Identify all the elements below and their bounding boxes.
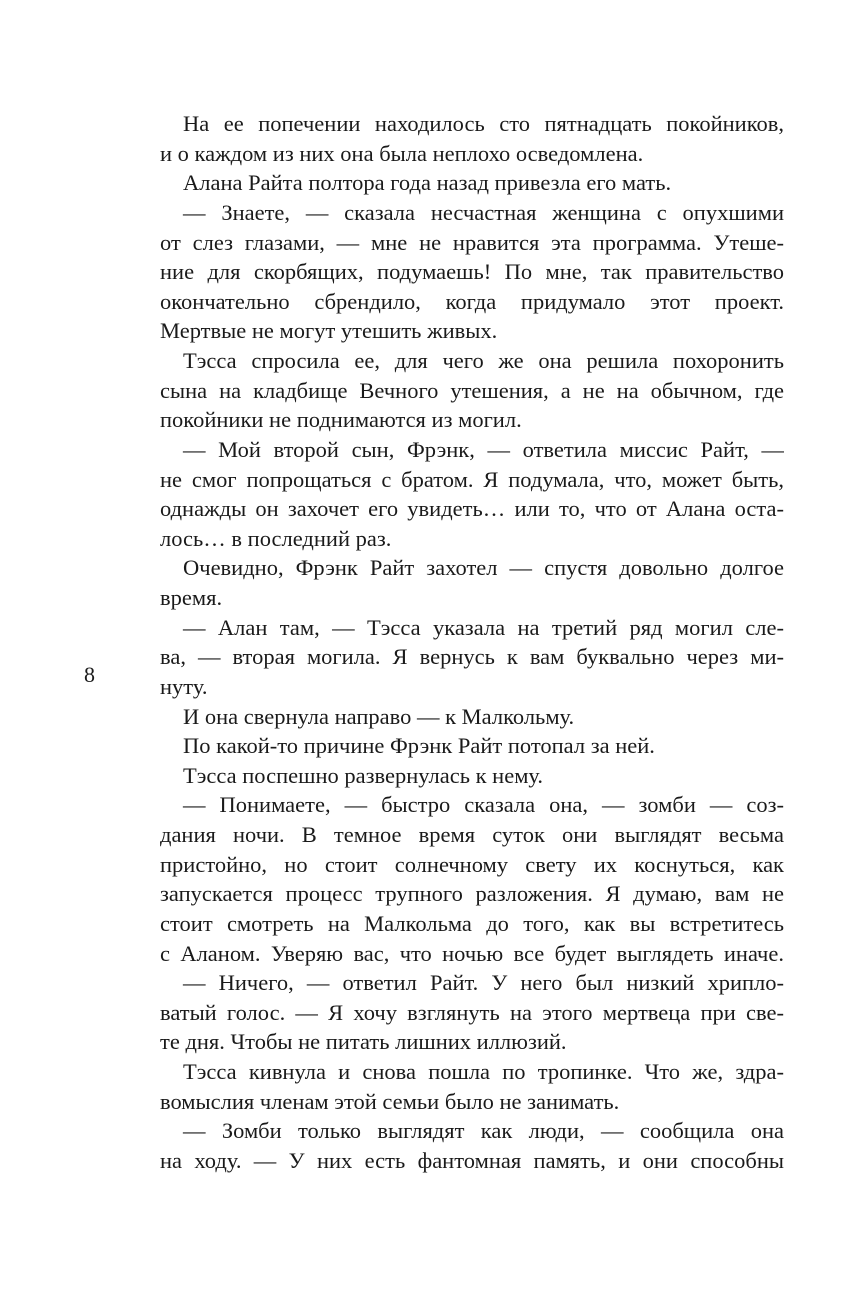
text-line: с Аланом. Уверяю вас, что ночью все будет выглядеть иначе.: [160, 940, 784, 966]
text-line: те дня. Чтобы не питать лишних иллюзий.: [160, 1029, 567, 1055]
text-line: покойники не поднимаются из могил.: [160, 407, 522, 433]
text-line: от слез глазами, — мне не нравится эта программа. Утеше-: [160, 229, 784, 255]
text-line: По какой-то причине Фрэнк Райт потопал за ней.: [183, 733, 655, 759]
text-line: запускается процесс трупного разложения. Я думаю, вам не: [160, 881, 784, 907]
text-line: Алана Райта полтора года назад привезла его мать.: [183, 170, 672, 196]
text-line: — Алан там, — Тэсса указала на третий ряд могил сле-: [183, 614, 784, 640]
page-number: 8: [84, 662, 95, 687]
text-line: — Понимаете, — быстро сказала она, — зомби — соз-: [183, 792, 784, 818]
text-line: Тэсса спросила ее, для чего же она решила похоронить: [183, 348, 784, 373]
text-line: — Мой второй сын, Фрэнк, — ответила миссис Райт, —: [183, 436, 784, 462]
text-line: — Знаете, — сказала несчастная женщина с опухшими: [183, 199, 784, 225]
text-line: нуту.: [160, 673, 208, 699]
text-line: окончательно сбрендило, когда придумало этот проект.: [160, 288, 784, 314]
text-line: лось… в последний раз.: [160, 525, 392, 551]
text-line: — Ничего, — ответил Райт. У него был низкий хрипло-: [183, 970, 784, 996]
text-line: Тэсса кивнула и снова пошла по тропинке. Что же, здра-: [183, 1059, 784, 1084]
text-line: вомыслия членам этой семьи было не занимать.: [160, 1088, 620, 1114]
text-line: пристойно, но стоит солнечному свету их коснуться, как: [160, 851, 784, 877]
text-line: — Зомби только выглядят как люди, — сообщила она: [183, 1118, 784, 1144]
text-line: на ходу. — У них есть фантомная память, и они способны: [160, 1147, 784, 1173]
text-line: На ее попечении находилось сто пятнадцать покойников,: [183, 111, 784, 136]
text-line: время.: [160, 585, 223, 610]
text-line: сына на кладбище Вечного утешения, а не на обычном, где: [160, 377, 784, 403]
text-line: Очевидно, Фрэнк Райт захотел — спустя довольно долгое: [183, 555, 784, 581]
text-line: ватый голос. — Я хочу взглянуть на этого мертвеца при све-: [160, 999, 784, 1025]
page-body-text: [160, 109, 784, 1176]
text-line: ва, — вторая могила. Я вернусь к вам буквально через ми-: [160, 644, 784, 670]
text-line: Мертвые не могут утешить живых.: [160, 318, 498, 344]
text-line: однажды он захочет его увидеть… или то, что от Алана оста-: [160, 496, 784, 522]
text-line: И она свернула направо — к Малкольму.: [183, 703, 575, 729]
text-line: Тэсса поспешно развернулась к нему.: [183, 762, 544, 788]
text-line: ние для скорбящих, подумаешь! По мне, так правительство: [160, 259, 784, 285]
text-line: и о каждом из них она была неплохо осведомлена.: [160, 140, 644, 166]
text-line: не смог попрощаться с братом. Я подумала, что, может быть,: [160, 466, 784, 492]
text-line: дания ночи. В темное время суток они выглядят весьма: [160, 822, 784, 847]
text-line: стоит смотреть на Малкольма до того, как вы встретитесь: [160, 910, 784, 936]
